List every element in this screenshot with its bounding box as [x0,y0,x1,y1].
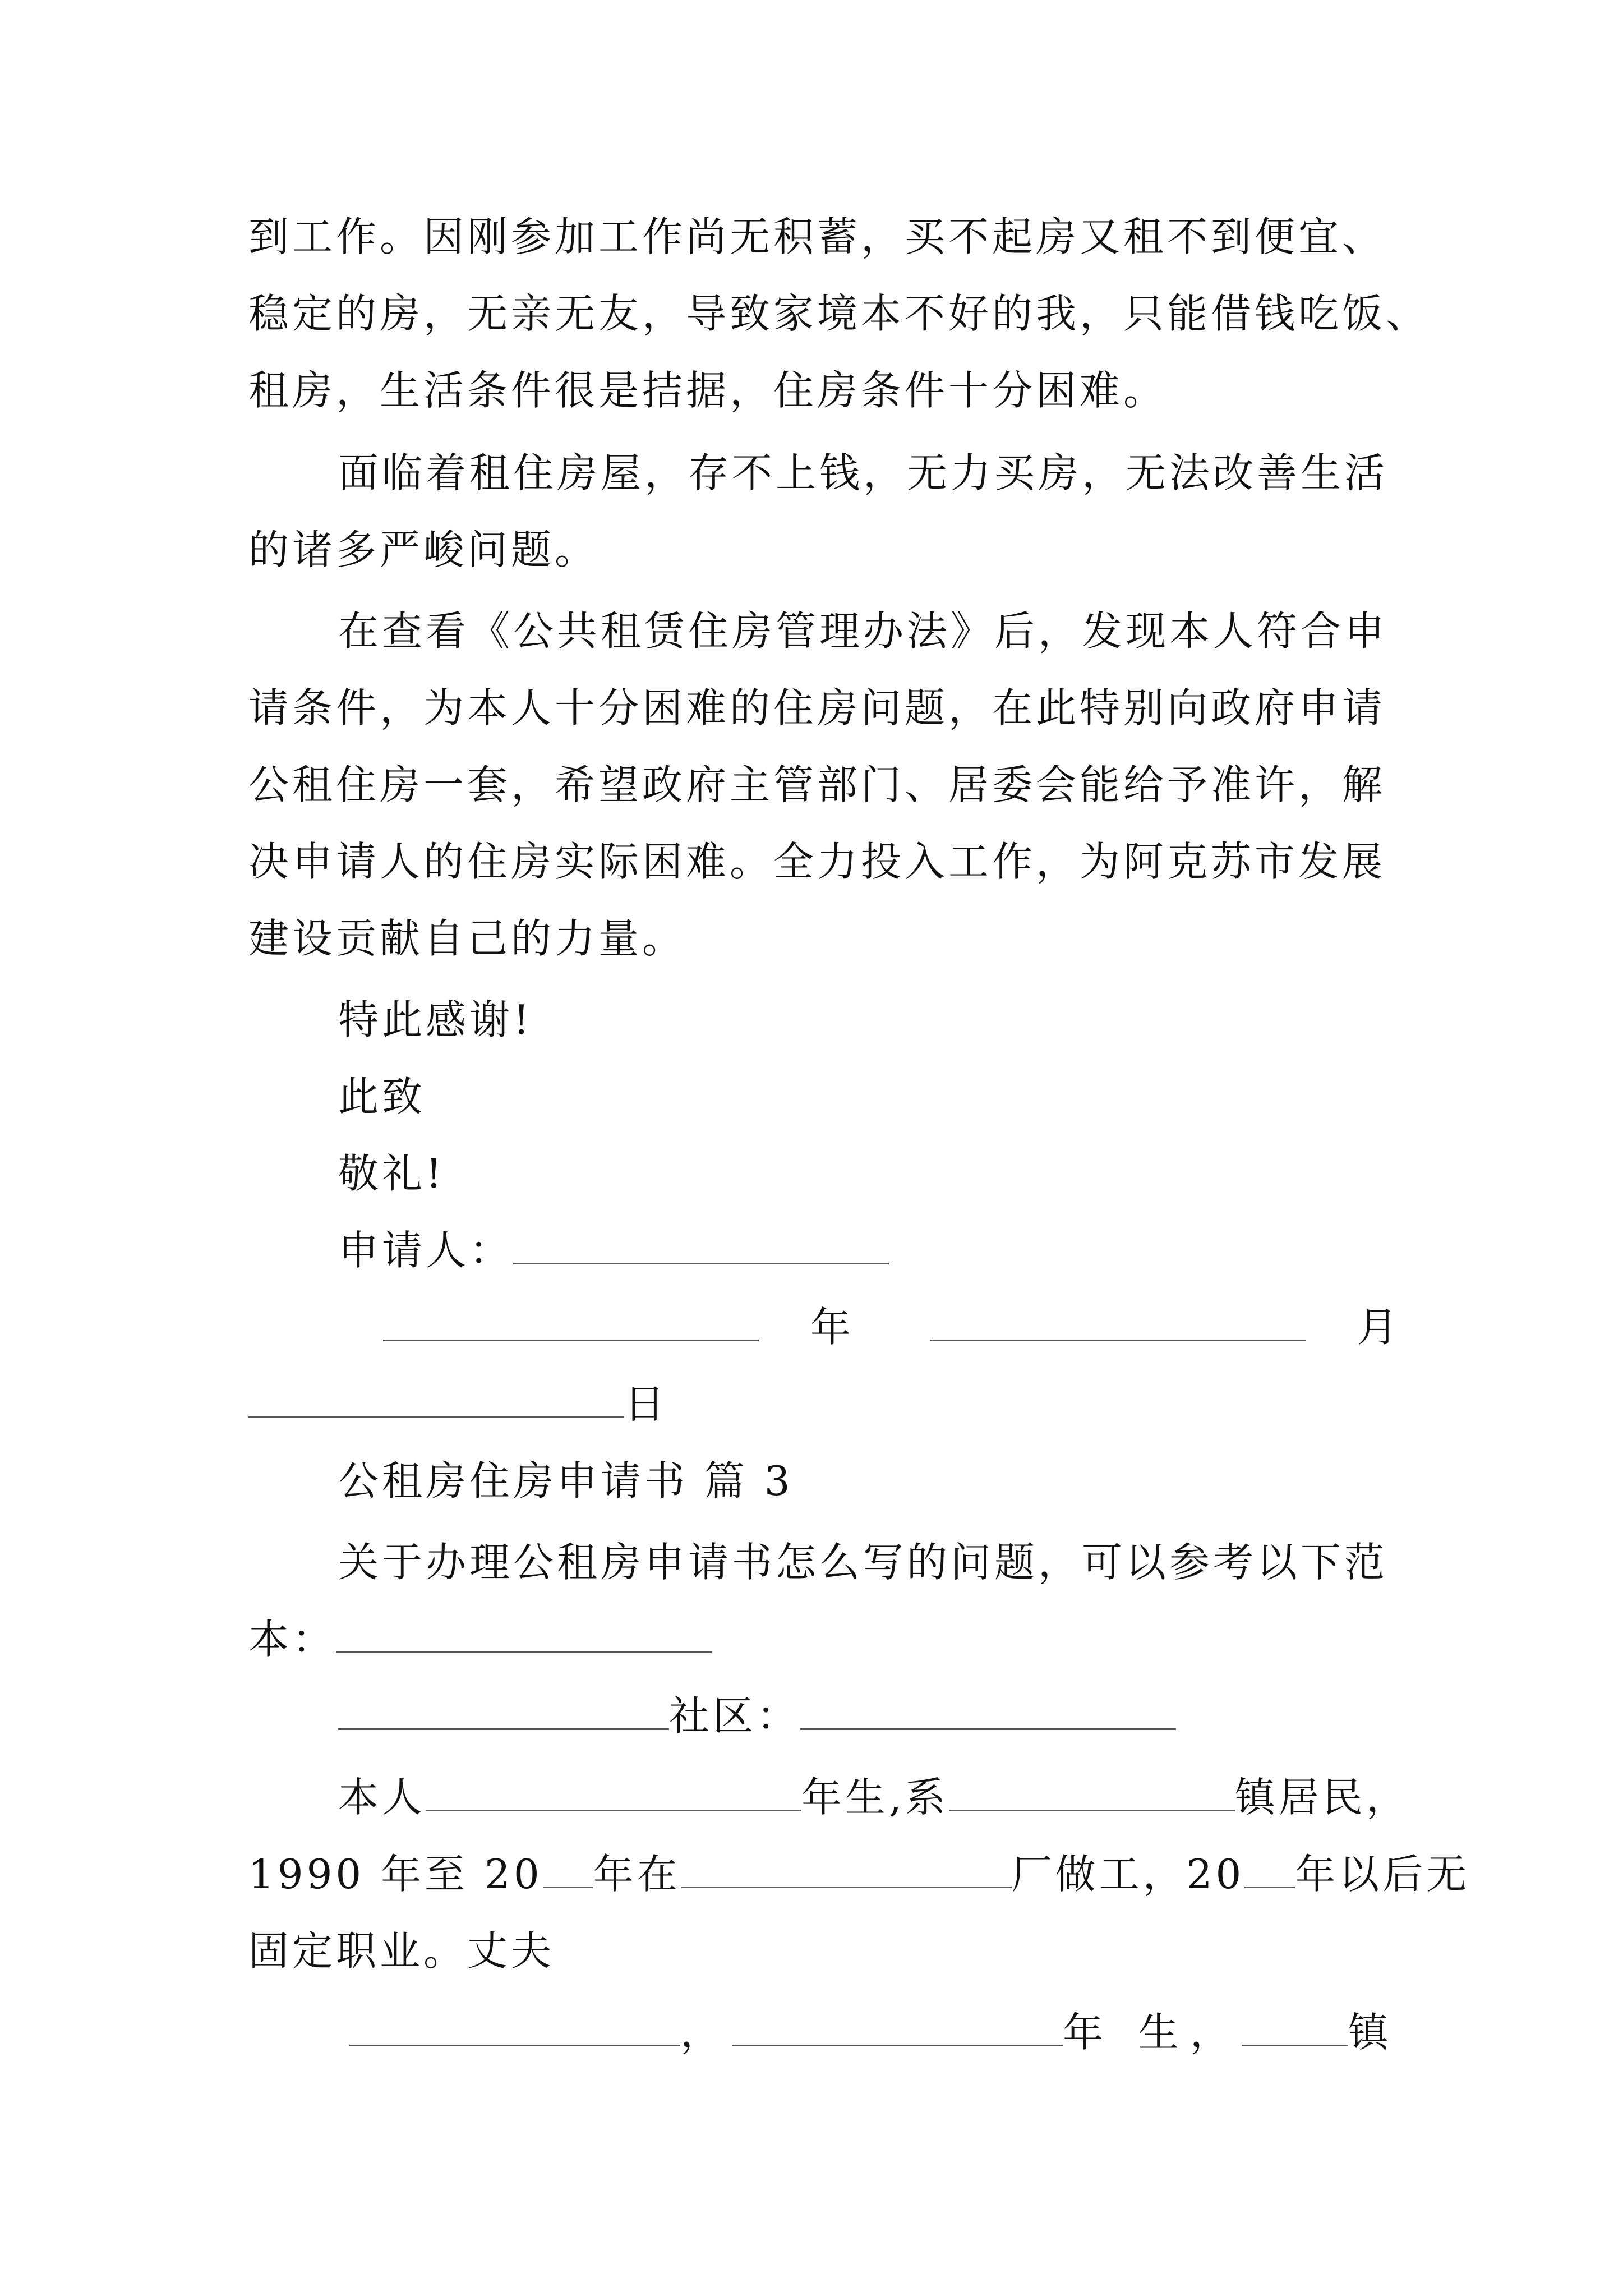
town-blank[interactable] [949,1775,1235,1811]
husband-year-born: 年 生， [1063,2009,1242,2056]
paragraph-3-line-3: 公租住房一套，希望政府主管部门、居委会能给予准许，解 [248,761,1386,808]
community-line [338,1688,1176,1744]
husband-line [349,2004,1392,2060]
paragraph-3-line-5: 建设贡献自己的力量。 [248,915,686,962]
start-year-blank[interactable] [543,1852,593,1888]
salutation-line-1: 此致 [338,1073,426,1120]
paragraph-1-line-2: 稳定的房，无亲无友，导致家境本不好的我，只能借钱吃饭、 [248,290,1430,337]
day-blank[interactable] [248,1382,624,1418]
year-blank[interactable] [383,1305,759,1341]
applicant-label: 申请人： [338,1227,514,1274]
husband-birth-blank[interactable] [732,2010,1063,2046]
paragraph-4-line-2 [248,1611,712,1667]
applicant-blank[interactable] [513,1228,889,1264]
husband-town: 镇 [1348,2009,1392,2056]
month-blank[interactable] [930,1305,1306,1341]
paragraph-5-line-2-b: 年在 [593,1851,681,1898]
section-title: 公租房住房申请书 篇 3 [338,1457,794,1504]
factory-blank[interactable] [681,1852,1012,1888]
community-label: 社区： [669,1692,801,1740]
husband-name-blank[interactable] [349,2010,680,2046]
paragraph-5-line-2-c: 厂做工，20 [1011,1851,1245,1898]
paragraph-2-line-2: 的诸多严峻问题。 [248,526,599,573]
day-label: 日 [624,1381,668,1428]
day-line [248,1376,668,1432]
thanks-line: 特此感谢! [338,996,533,1043]
husband-comma: ， [680,2009,732,2056]
paragraph-5-part-1: 本人 [338,1774,426,1821]
paragraph-2-line-1: 面临着租住房屋，存不上钱，无力买房，无法改善生活 [338,449,1389,496]
paragraph-5-part-2: 年生,系 [801,1774,949,1821]
end-year-blank[interactable] [1244,1852,1295,1888]
month-label: 月 [1357,1304,1401,1351]
paragraph-4-prefix: 本： [248,1616,336,1663]
community-prefix-blank[interactable] [338,1694,669,1730]
paragraph-5-line-3: 固定职业。丈夫 [248,1927,555,1975]
paragraph-5-line-2 [248,1846,1470,1902]
date-line [383,1299,1401,1355]
paragraph-3-line-1: 在查看《公共租赁住房管理办法》后，发现本人符合申 [338,608,1389,655]
paragraph-3-line-2: 请条件，为本人十分困难的住房问题，在此特别向政府申请 [248,684,1386,731]
paragraph-4-line-1: 关于办理公租房申请书怎么写的问题，可以参考以下范 [338,1539,1389,1586]
paragraph-5-part-3: 镇居民， [1234,1774,1410,1821]
paragraph-5-line-2-d: 年以后无 [1295,1851,1470,1898]
paragraph-1-line-1: 到工作。因刚参加工作尚无积蓄，买不起房又租不到便宜、 [248,213,1386,260]
year-label: 年 [810,1304,855,1351]
community-blank[interactable] [800,1694,1176,1730]
applicant-line [338,1222,889,1278]
birth-year-blank[interactable] [426,1775,801,1811]
paragraph-3-line-4: 决申请人的住房实际困难。全力投入工作，为阿克苏市发展 [248,838,1386,885]
recipient-blank[interactable] [336,1617,712,1653]
salutation-line-2: 敬礼! [338,1150,445,1197]
paragraph-1-line-3: 租房，生活条件很是拮据，住房条件十分困难。 [248,367,1168,414]
paragraph-5-line-1 [338,1769,1410,1825]
paragraph-5-line-2-a: 1990 年至 20 [248,1851,543,1898]
husband-town-blank[interactable] [1242,2010,1348,2046]
